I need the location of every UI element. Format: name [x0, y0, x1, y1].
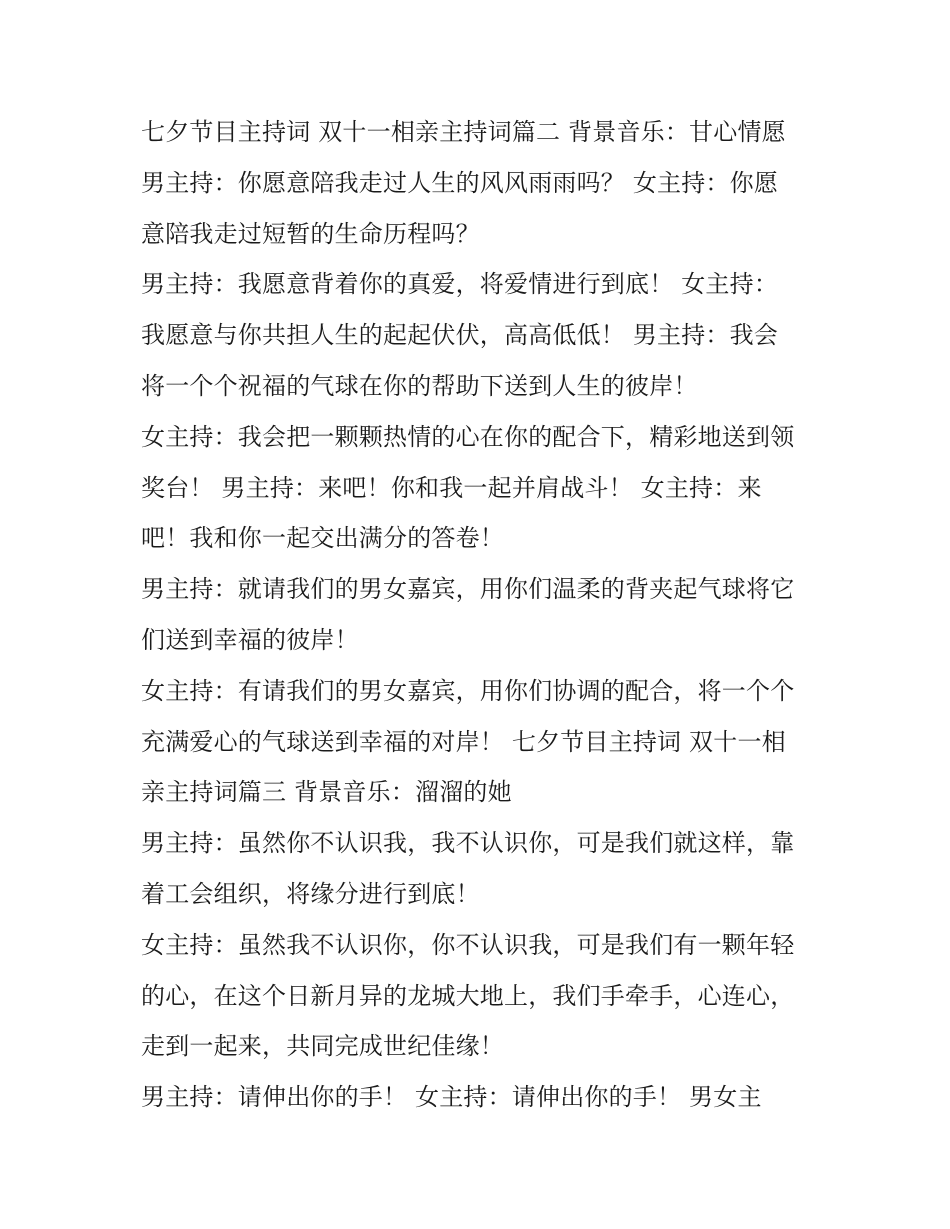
text-line: 女主持：有请我们的男女嘉宾，用你们协调的配合，将一个个	[141, 676, 795, 705]
text-line: 男主持：就请我们的男女嘉宾，用你们温柔的背夹起气球将它	[141, 575, 795, 604]
text-line: 女主持：虽然我不认识你，你不认识我，可是我们有一颗年轻	[141, 930, 795, 959]
text-line: 奖台！ 男主持：来吧！你和我一起并肩战斗！ 女主持：来	[141, 473, 762, 502]
text-line: 的心，在这个日新月异的龙城大地上，我们手牵手，心连心，	[141, 981, 795, 1010]
text-line: 男主持：你愿意陪我走过人生的风风雨雨吗？ 女主持：你愿	[141, 168, 779, 197]
text-line: 们送到幸福的彼岸！	[141, 625, 359, 654]
text-line: 意陪我走过短暂的生命历程吗？	[141, 219, 480, 248]
text-line: 男主持：我愿意背着你的真爱，将爱情进行到底！ 女主持：	[141, 270, 779, 299]
text-line: 男主持：请伸出你的手！ 女主持：请伸出你的手！ 男女主	[141, 1083, 762, 1112]
text-line: 亲主持词篇三 背景音乐：溜溜的她	[141, 778, 512, 807]
text-line: 七夕节目主持词 双十一相亲主持词篇二 背景音乐：甘心情愿	[141, 118, 786, 146]
text-line: 女主持：我会把一颗颗热情的心在你的配合下，精彩地送到领	[141, 422, 795, 451]
document-body	[141, 107, 821, 1123]
text-line: 充满爱心的气球送到幸福的对岸！ 七夕节目主持词 双十一相	[141, 727, 786, 756]
text-line: 我愿意与你共担人生的起起伏伏，高高低低！ 男主持：我会	[141, 321, 779, 350]
text-line: 着工会组织，将缘分进行到底！	[141, 879, 480, 908]
text-line: 男主持：虽然你不认识我，我不认识你，可是我们就这样，靠	[141, 829, 795, 858]
text-line: 走到一起来，共同完成世纪佳缘！	[141, 1032, 504, 1061]
text-line: 将一个个祝福的气球在你的帮助下送到人生的彼岸！	[141, 371, 698, 400]
text-line: 吧！我和你一起交出满分的答卷！	[141, 524, 504, 553]
